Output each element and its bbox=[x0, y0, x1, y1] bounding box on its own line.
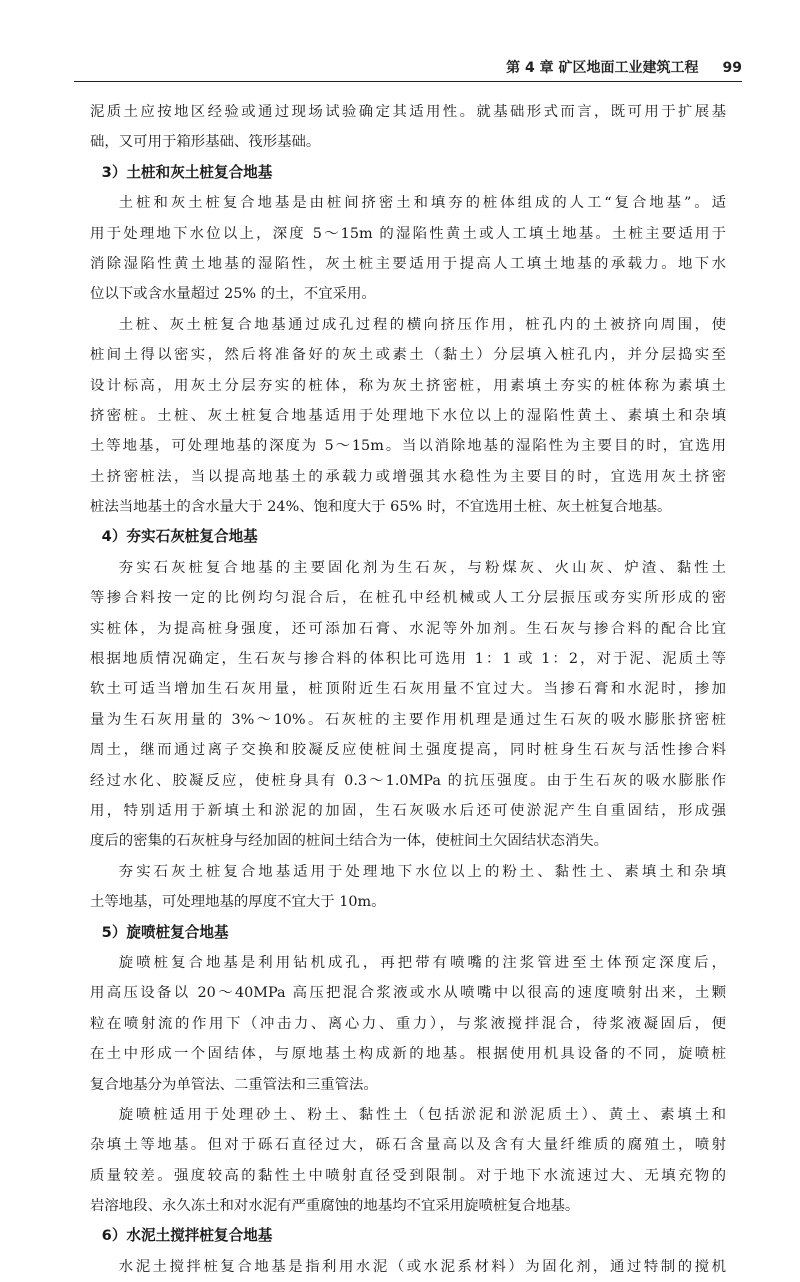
text-line: 岩溶地段、永久冻土和对水泥有严重腐蚀的地基均不宜采用旋喷桩复合地基。 bbox=[90, 1198, 580, 1215]
text-line: 用高压设备以 20～40MPa 高压把混合浆液或水从喷嘴中以很高的速度喷射出来，土颗 bbox=[90, 985, 726, 1002]
text-line: 杂填土等地基。但对于砾石直径过大，砾石含量高以及含有大量纤维质的腐殖土，喷射 bbox=[90, 1137, 726, 1154]
text-line: 挤密桩。土桩、灰土桩复合地基适用于处理地下水位以上的湿陷性黄土、素填土和杂填 bbox=[90, 407, 726, 424]
text-line: 实桩体，为提高桩身强度，还可添加石膏、水泥等外加剂。生石灰与掺合料的配合比宜 bbox=[90, 620, 726, 637]
section-heading: 3）土桩和灰土桩复合地基 bbox=[101, 163, 273, 181]
text-line: 泥质土应按地区经验或通过现场试验确定其适用性。就基础形式而言，既可用于扩展基 bbox=[90, 104, 726, 120]
text-line: 旋喷桩复合地基是利用钻机成孔，再把带有喷嘴的注浆管进至土体预定深度后， bbox=[118, 954, 726, 971]
chapter-title: 第 4 章 矿区地面工业建筑工程 bbox=[506, 60, 699, 76]
section-heading: 5）旋喷桩复合地基 bbox=[101, 923, 229, 941]
text-line: 复合地基分为单管法、二重管法和三重管法。 bbox=[90, 1076, 378, 1093]
text-line: 夯实石灰土桩复合地基适用于处理地下水位以上的粉土、黏性土、素填土和杂填 bbox=[118, 863, 726, 880]
text-line: 设计标高，用灰土分层夯实的桩体，称为灰土挤密桩，用素填土夯实的桩体称为素填土 bbox=[90, 377, 726, 394]
text-line: 用于处理地下水位以上，深度 5～15m 的湿陷性黄土或人工填土地基。土桩主要适用于 bbox=[90, 225, 726, 242]
text-line: 桩法当地基土的含水量大于 24%、饱和度大于 65% 时，不宜选用土桩、灰土桩复合地基。 bbox=[90, 499, 672, 516]
text-line: 用，特别适用于新填土和淤泥的加固，生石灰吸水后还可使淤泥产生自重固结，形成强 bbox=[90, 802, 726, 819]
text-line: 量为生石灰用量的 3%～10%。石灰桩的主要作用机理是通过生石灰的吸水膨胀挤密桩 bbox=[90, 711, 726, 728]
text-line: 周土，继而通过离子交换和胶凝反应使桩间土强度提高，同时桩身生石灰与活性掺合料 bbox=[90, 742, 726, 759]
text-line: 水泥土搅拌桩复合地基是指利用水泥（或水泥系材料）为固化剂，通过特制的搅机 bbox=[118, 1258, 726, 1275]
text-line: 土等地基，可处理地基的深度为 5～15m。当以消除地基的湿陷性为主要目的时，宜选用 bbox=[90, 438, 726, 455]
page-number: 99 bbox=[722, 60, 742, 76]
section-heading: 4）夯实石灰桩复合地基 bbox=[101, 528, 258, 546]
section-heading: 6）水泥土搅拌桩复合地基 bbox=[101, 1227, 273, 1245]
text-line: 在土中形成一个固结体，与原地基土构成新的地基。根据使用机具设备的不同，旋喷桩 bbox=[90, 1046, 726, 1063]
text-line: 质量较差。强度较高的黏性土中喷射直径受到限制。对于地下水流速过大、无填充物的 bbox=[90, 1167, 726, 1184]
text-line: 旋喷桩适用于处理砂土、粉土、黏性土（包括淤泥和淤泥质土）、黄土、素填土和 bbox=[118, 1106, 726, 1123]
text-line: 础，又可用于箱形基础、筏形基础。 bbox=[90, 134, 321, 151]
text-line: 粒在喷射流的作用下（冲击力、离心力、重力），与浆液搅拌混合，待浆液凝固后，便 bbox=[90, 1015, 726, 1032]
text-line: 桩间土得以密实，然后将准备好的灰土或素土（黏土）分层填入桩孔内，并分层捣实至 bbox=[90, 347, 726, 364]
text-line: 夯实石灰桩复合地基的主要固化剂为生石灰，与粉煤灰、火山灰、炉渣、黏性土 bbox=[118, 559, 726, 576]
text-line: 根据地质情况确定，生石灰与掺合料的体积比可选用 1：1 或 1：2，对于泥、泥质土等 bbox=[90, 651, 726, 668]
running-header bbox=[74, 57, 742, 82]
text-line: 度后的密集的石灰桩身与经加固的桩间土结合为一体，使桩间土欠固结状态消失。 bbox=[90, 833, 609, 850]
text-line: 土等地基，可处理地基的厚度不宜大于 10m。 bbox=[90, 894, 386, 911]
body-text bbox=[90, 97, 726, 1282]
text-line: 等掺合料按一定的比例均匀混合后，在桩孔中经机械或人工分层振压或夯实所形成的密 bbox=[90, 590, 726, 607]
text-line: 软土可适当增加生石灰用量，桩顶附近生石灰用量不宜过大。当掺石膏和水泥时，掺加 bbox=[90, 681, 726, 698]
text-line: 土桩、灰土桩复合地基通过成孔过程的横向挤压作用，桩孔内的土被挤向周围，使 bbox=[118, 316, 726, 333]
text-line: 消除湿陷性黄土地基的湿陷性，灰土桩主要适用于提高人工填土地基的承载力。地下水 bbox=[90, 255, 726, 272]
text-line: 土桩和灰土桩复合地基是由桩间挤密土和填夯的桩体组成的人工“复合地基”。适 bbox=[118, 195, 726, 212]
text-line: 土挤密桩法，当以提高地基土的承载力或增强其水稳性为主要目的时，宜选用灰土挤密 bbox=[90, 468, 726, 485]
text-line: 经过水化、胶凝反应，使桩身具有 0.3～1.0MPa 的抗压强度。由于生石灰的吸水膨胀作 bbox=[90, 772, 726, 789]
text-line: 位以下或含水量超过 25% 的土，不宜采用。 bbox=[90, 286, 376, 303]
